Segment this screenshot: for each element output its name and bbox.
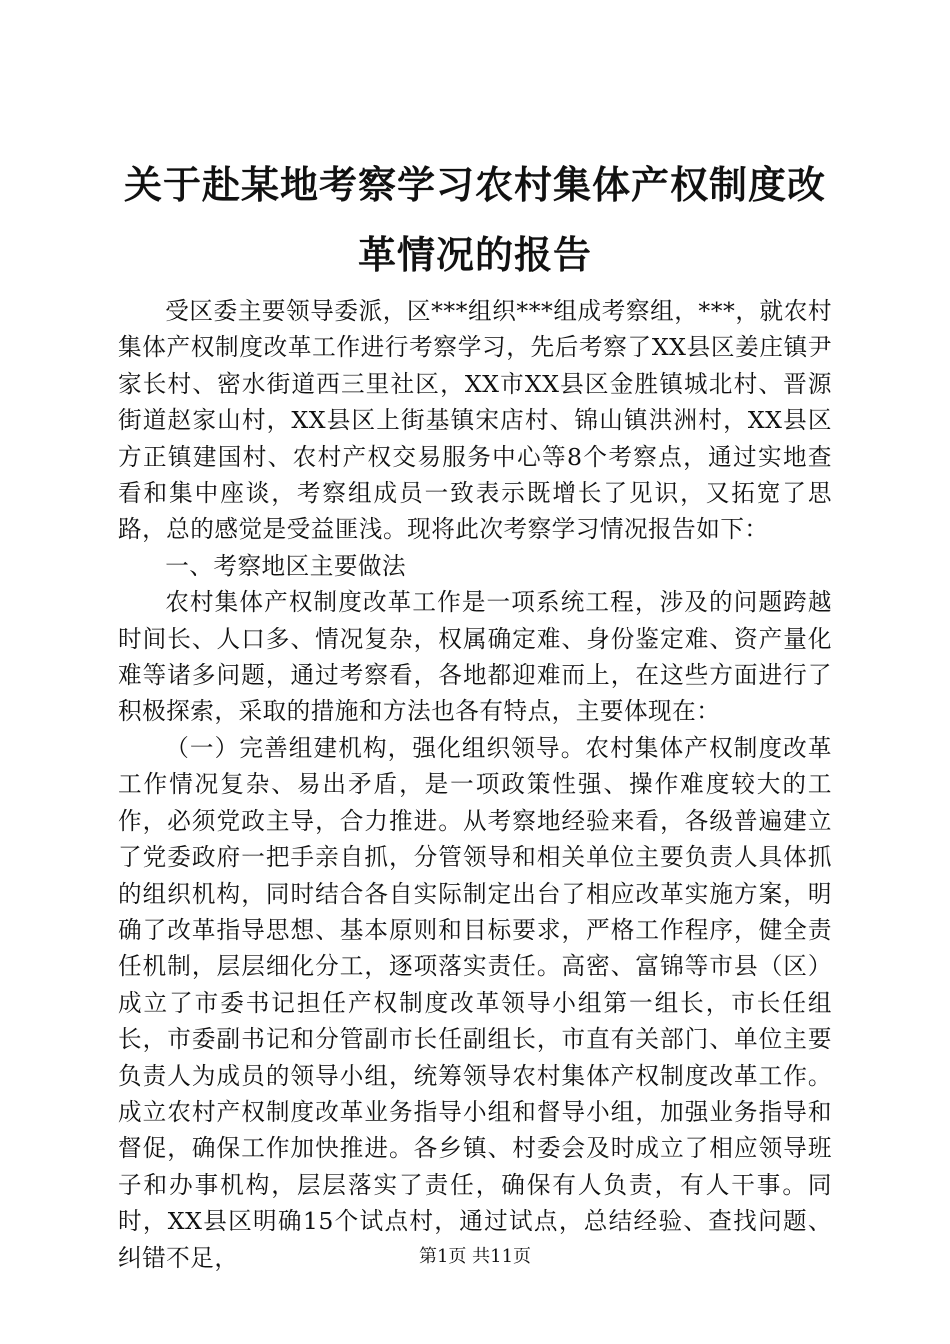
section-paragraph: 农村集体产权制度改革工作是一项系统工程，涉及的问题跨越时间长、人口多、情况复杂，权属确定难、身份鉴定难、资产量化难等诸多问题，通过考察看，各地都迎难而上，在这些方面进行了积极探索，采取的措施和方法也各有特点，主要体现在： xyxy=(118,588,832,726)
page-number-footer: 第1页 共11页 xyxy=(418,1246,532,1267)
subsection-paragraph: （一）完善组建机构，强化组织领导。农村集体产权制度改革工作情况复杂、易出矛盾，是一项政策性强、操作难度较大的工作，必须党政主导，合力推进。从考察地经验来看，各级普遍建立了党委政府一把手亲自抓，分管领导和相关单位主要负责人具体抓的组织机构，同时结合各自实际制定出台了相应改革实施方案，明确了改革指导思想、基本原则和目标要求，严格工作程序，健全责任机制，层层细化分工，逐项落实责任。高密、富锦等市县（区）成立了市委书记担任产权制度改革领导小组第一组长，市长任组长，市委副书记和分管副市长任副组长，市直有关部门、单位主要负责人为成员的领导小组，统筹领导农村集体产权制度改革工作。成立农村产权制度改革业务指导小组和督导小组，加强业务指导和督促，确保工作加快推进。各乡镇、村委会及时成立了相应领导班子和办事机构，层层落实了责任，确保有人负责，有人干事。同时，XX县区明确15个试点村，通过试点，总结经验、查找问题、纠错不足， xyxy=(118,733,832,1272)
document-title: 关于赴某地考察学习农村集体产权制度改革情况的报告 xyxy=(123,162,826,277)
document-body xyxy=(118,293,832,1276)
intro-paragraph: 受区委主要领导委派，区***组织***组成考察组，***，就农村集体产权制度改革工作进行考察学习，先后考察了XX县区姜庄镇尹家长村、密水街道西三里社区，XX市XX县区金胜镇城北村、晋源街道赵家山村，XX县区上街基镇宋店村、锦山镇洪洲村，XX县区方正镇建国村、农村产权交易服务中心等8个考察点，通过实地查看和集中座谈，考察组成员一致表示既增长了见识，又拓宽了思路，总的感觉是受益匪浅。现将此次考察学习情况报告如下： xyxy=(118,297,832,544)
section-heading: 一、考察地区主要做法 xyxy=(165,551,407,580)
